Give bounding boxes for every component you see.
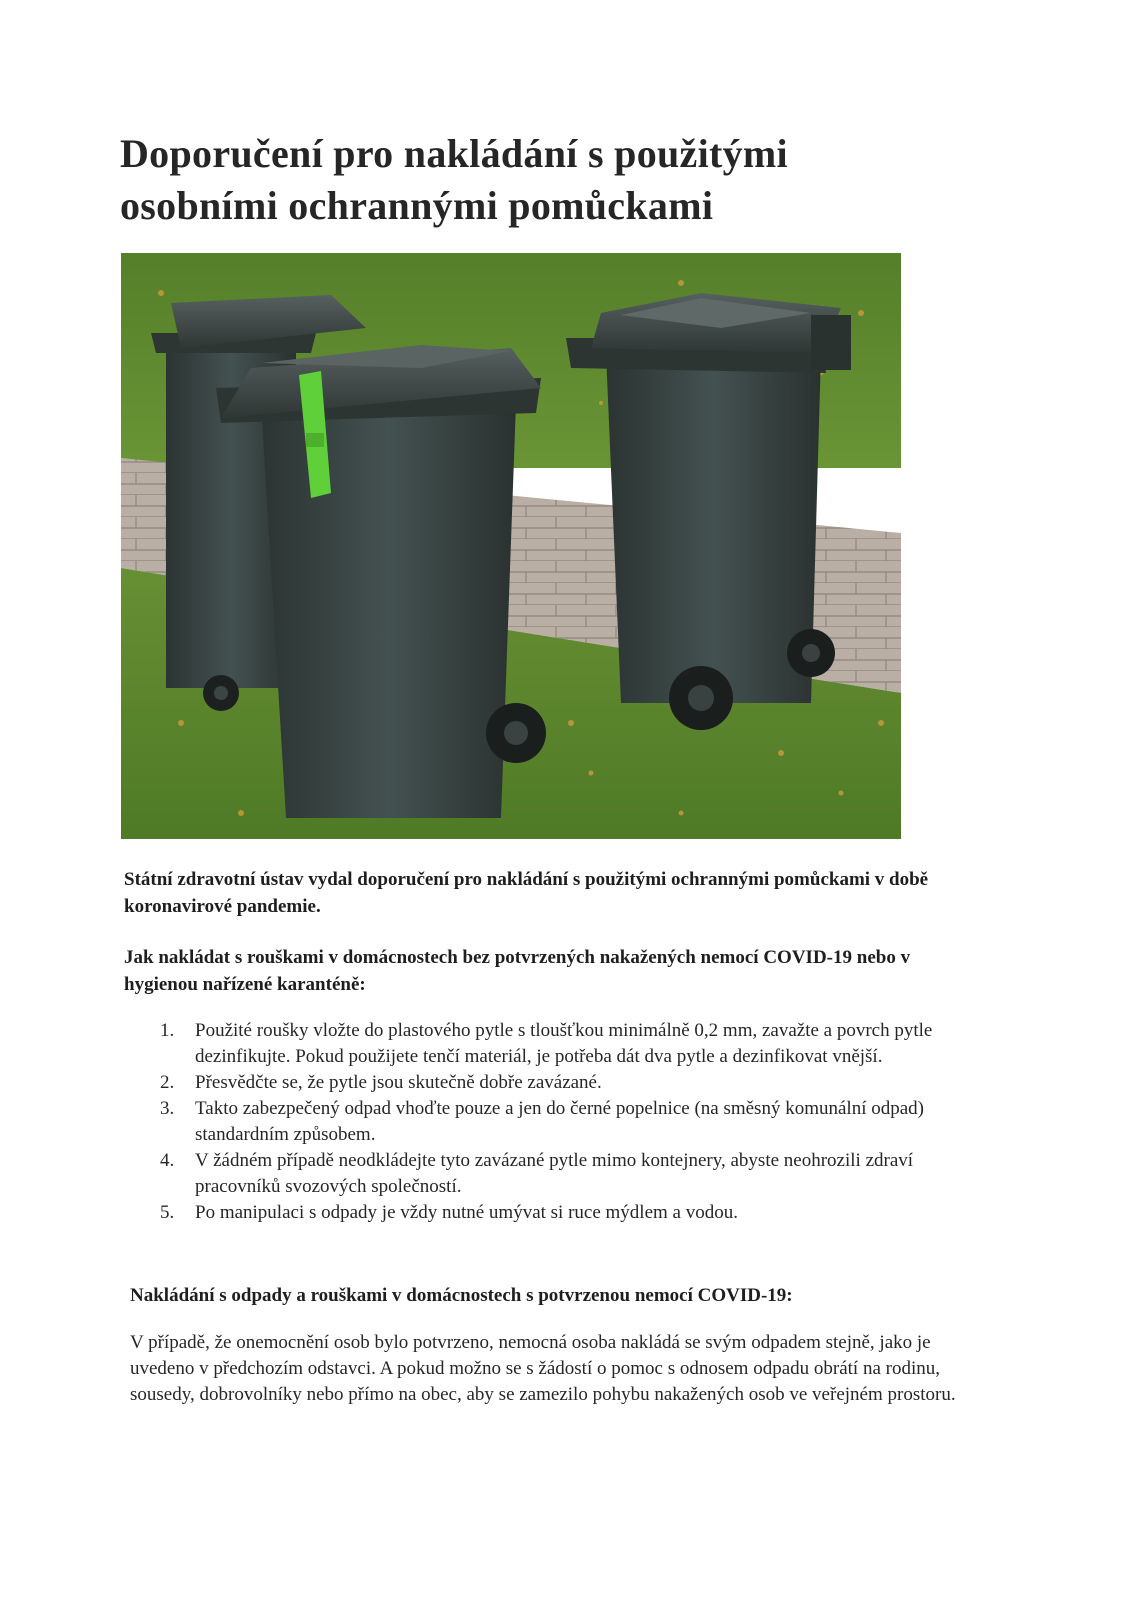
list-item (150, 1096, 960, 1148)
page-title-line-2: osobními ochrannými pomůckami (120, 183, 714, 228)
list-item-number: 5. (160, 1202, 175, 1223)
page-title (120, 128, 940, 232)
list-item-text: Takto zabezpečený odpad vhoďte pouze a jen do černé popelnice (na směsný komunální odpad) standardním způsobem. (195, 1098, 924, 1145)
section-heading-no-covid: Jak nakládat s rouškami v domácnostech bez potvrzených nakažených nemocí COVID-19 nebo v hygienou nařízené karanténě: (124, 947, 911, 995)
list-item (150, 1148, 960, 1200)
list-item-text: Po manipulaci s odpady je vždy nutné umývat si ruce mýdlem a vodou. (195, 1202, 738, 1223)
intro-paragraph: Státní zdravotní ústav vydal doporučení pro nakládání s použitými ochrannými pomůckami v době koronavirové pandemie. (124, 869, 929, 917)
closing-paragraph: V případě, že onemocnění osob bylo potvrzeno, nemocná osoba nakládá se svým odpadem stejně, jako je uvedeno v předchozím odstavci. A pokud možno se s žádostí o pomoc s odnosem odpadu obrátí na rodinu, sousedy, dobrovolníky nebo přímo na obec, aby se zamezilo pohybu nakažených osob ve veřejném prostoru. (130, 1332, 956, 1405)
list-item-number: 2. (160, 1072, 175, 1093)
list-item-text: Použité roušky vložte do plastového pytle s tloušťkou minimálně 0,2 mm, zavažte a povrch pytle dezinfikujte. Pokud použijete tenčí materiál, je potřeba dát dva pytle a dezinfikovat vnější. (195, 1020, 933, 1067)
page-title-line-1: Doporučení pro nakládání s použitými (120, 131, 788, 176)
list-item-number: 4. (160, 1150, 175, 1171)
list-item (150, 1200, 960, 1226)
list-item-text: V žádném případě neodkládejte tyto zavázané pytle mimo kontejnery, abyste neohrozili zdraví pracovníků svozových společností. (195, 1150, 914, 1197)
list-item-text: Přesvědčte se, že pytle jsou skutečně dobře zavázané. (195, 1072, 602, 1093)
list-item-number: 1. (160, 1020, 175, 1041)
list-item (150, 1070, 960, 1096)
list-item (150, 1018, 960, 1070)
waste-bins-photo (121, 253, 901, 839)
section-heading-covid-confirmed: Nakládání s odpady a rouškami v domácnostech s potvrzenou nemocí COVID-19: (130, 1285, 793, 1306)
list-item-number: 3. (160, 1098, 175, 1119)
instruction-list (150, 1018, 960, 1226)
